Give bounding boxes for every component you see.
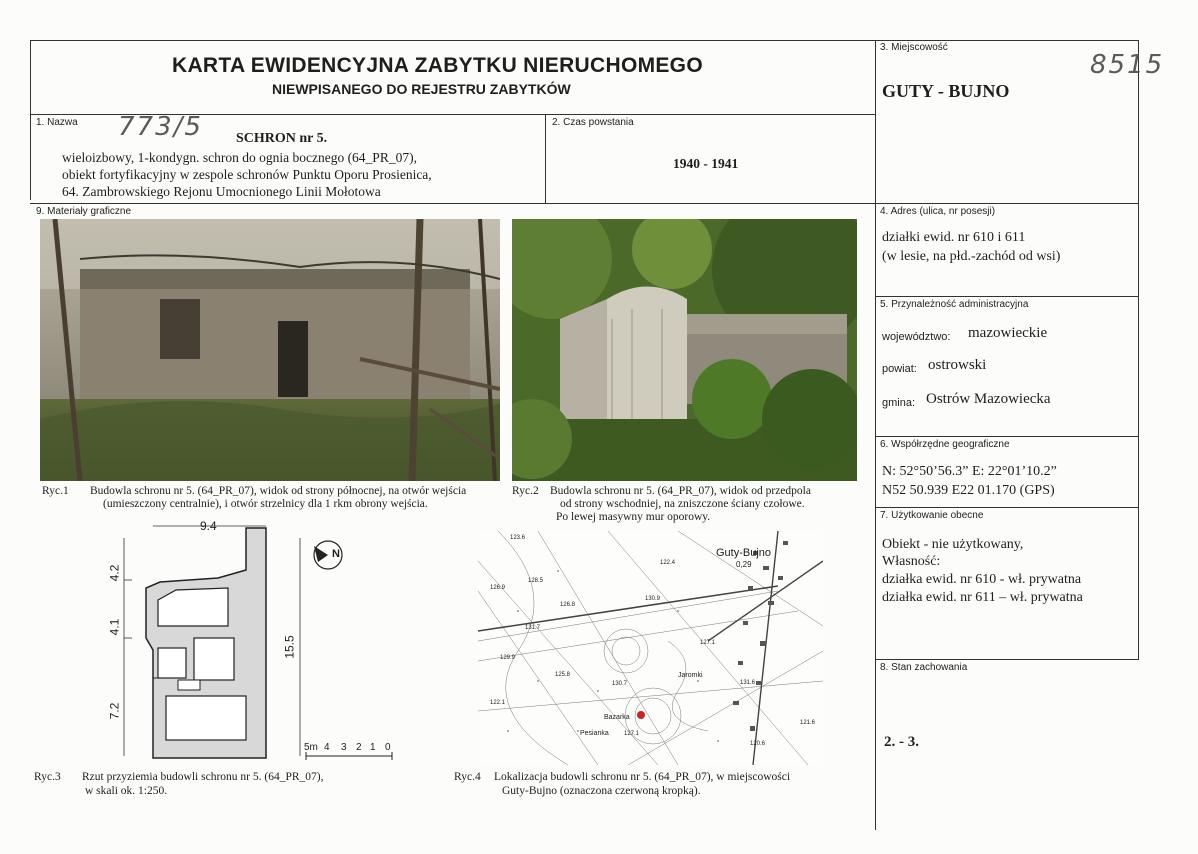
scale-unit: 5m bbox=[304, 742, 318, 753]
map-label-17: 127.1 bbox=[700, 640, 716, 646]
miejscowosc-label: 3. Miejscowość bbox=[880, 42, 948, 53]
map-label-11: 127.1 bbox=[624, 731, 640, 737]
wojewodztwo-label: województwo: bbox=[882, 331, 951, 343]
handwritten-register-number: 773/5 bbox=[118, 112, 203, 142]
uzytkowanie-line-1: Obiekt - nie użytkowany, bbox=[882, 537, 1024, 552]
map-label-4: 126.8 bbox=[560, 602, 576, 608]
powiat-label: powiat: bbox=[882, 363, 917, 375]
photo-bunker-north-view bbox=[40, 219, 500, 481]
map-label-12: 120.6 bbox=[750, 741, 766, 747]
adres-line-1: działki ewid. nr 610 i 611 bbox=[882, 230, 1026, 245]
map-place-name: Guty-Bujno bbox=[716, 547, 772, 559]
map-label-10: 130.7 bbox=[612, 681, 628, 687]
powiat-value: ostrowski bbox=[928, 357, 987, 373]
map-label-9: 125.8 bbox=[555, 672, 571, 678]
adres-line-2: (w lesie, na płd.-zachód od wsi) bbox=[882, 249, 1061, 264]
gmina-label: gmina: bbox=[882, 397, 916, 409]
ryc1-line-2: (umieszczony centralnie), i otwór strzelnicy dla 1 rkm obrony wejścia. bbox=[103, 498, 428, 510]
nazwa-line-3: 64. Zambrowskiego Rejonu Umocnionego Linii Mołotowa bbox=[62, 184, 381, 199]
ryc4-number: Ryc.4 bbox=[454, 771, 481, 783]
map-label-6: 131.7 bbox=[525, 625, 541, 631]
nazwa-line-1: wieloizbowy, 1-kondygn. schron do ognia bocznego (64_PR_07), bbox=[62, 150, 417, 165]
ryc2-line-2: od strony wschodniej, na zniszczone ściany czołowe. bbox=[560, 498, 805, 510]
uzytkowanie-line-3: działka ewid. nr 610 - wł. prywatna bbox=[882, 572, 1082, 587]
ryc1-number: Ryc.1 bbox=[42, 485, 69, 497]
photo-bunker-east-view bbox=[512, 219, 857, 481]
nazwa-label: 1. Nazwa bbox=[36, 117, 78, 128]
stan-label: 8. Stan zachowania bbox=[880, 662, 968, 673]
adres-label: 4. Adres (ulica, nr posesji) bbox=[880, 206, 996, 217]
plan-dim-right: 15.5 bbox=[282, 635, 297, 659]
uzytkowanie-line-2: Własność: bbox=[882, 554, 941, 569]
scale-tick-3: 3 bbox=[341, 742, 347, 753]
map-label-2: 128.5 bbox=[528, 578, 544, 584]
map-place-sub: 0,29 bbox=[736, 560, 752, 569]
wojewodztwo-value: mazowieckie bbox=[968, 325, 1048, 341]
map-label-5: 130.9 bbox=[645, 596, 661, 602]
map-label-3: 126.9 bbox=[490, 585, 506, 591]
map-label-bazarka: Bazarka bbox=[604, 714, 630, 721]
wspolrzedne-line-1: N: 52°50’56.3” E: 22°01’10.2” bbox=[882, 464, 1057, 479]
ryc3-line-2: w skali ok. 1:250. bbox=[85, 785, 168, 797]
north-arrow-icon bbox=[308, 538, 348, 572]
nazwa-line-2: obiekt fortyfikacyjny w zespole schronów Punktu Oporu Prosienica, bbox=[62, 167, 432, 182]
map-label-19: 121.6 bbox=[800, 720, 816, 726]
materialy-label: 9. Materiały graficzne bbox=[36, 206, 132, 217]
wspolrzedne-line-2: N52 50.939 E22 01.170 (GPS) bbox=[882, 483, 1055, 498]
miejscowosc-value: GUTY - BUJNO bbox=[882, 81, 1010, 101]
plan-dim-left-1: 4.2 bbox=[107, 564, 122, 582]
map-label-8: 129.9 bbox=[500, 655, 516, 661]
ryc3-number: Ryc.3 bbox=[34, 771, 61, 783]
document-title: KARTA EWIDENCYJNA ZABYTKU NIERUCHOMEGO bbox=[172, 54, 703, 77]
scale-tick-1: 1 bbox=[370, 742, 376, 753]
ryc2-number: Ryc.2 bbox=[512, 485, 539, 497]
stan-value: 2. - 3. bbox=[884, 734, 919, 750]
map-label-18: 122.4 bbox=[660, 560, 676, 566]
ryc2-line-3: Po lewej masywny mur oporowy. bbox=[556, 511, 711, 523]
north-label: N bbox=[332, 548, 340, 560]
plan-dim-left-3: 7.2 bbox=[107, 702, 122, 720]
uzytkowanie-label: 7. Użytkowanie obecne bbox=[880, 510, 984, 521]
scale-tick-0: 0 bbox=[385, 742, 391, 753]
map-label-16: 122.1 bbox=[490, 700, 506, 706]
ryc4-line-2: Guty-Bujno (oznaczona czerwoną kropką). bbox=[502, 785, 701, 797]
map-label-jaromki: Jaromki bbox=[678, 672, 703, 679]
czas-label: 2. Czas powstania bbox=[552, 117, 634, 128]
wspolrzedne-label: 6. Współrzędne geograficzne bbox=[880, 439, 1010, 450]
map-label-pesianka: Pesianka bbox=[580, 730, 609, 737]
plan-dim-left-2: 4.1 bbox=[107, 618, 122, 636]
ryc1-line-1: Budowla schronu nr 5. (64_PR_07), widok od strony północnej, na otwór wejścia bbox=[90, 485, 467, 497]
uzytkowanie-line-4: działka ewid. nr 611 – wł. prywatna bbox=[882, 590, 1083, 605]
document-subtitle: NIEWPISANEGO DO REJESTRU ZABYTKÓW bbox=[272, 81, 571, 97]
ryc3-line-1: Rzut przyziemia budowli schronu nr 5. (64_PR_07), bbox=[82, 771, 324, 783]
scale-tick-2: 2 bbox=[356, 742, 362, 753]
plan-dim-top: 9.4 bbox=[200, 519, 217, 533]
czas-value: 1940 - 1941 bbox=[673, 156, 739, 171]
location-map bbox=[478, 531, 823, 765]
map-label-1: 123.6 bbox=[510, 535, 526, 541]
przynaleznosc-label: 5. Przynależność administracyjna bbox=[880, 299, 1029, 310]
ryc2-line-1: Budowla schronu nr 5. (64_PR_07), widok od przedpola bbox=[550, 485, 811, 497]
gmina-value: Ostrów Mazowiecka bbox=[926, 391, 1051, 407]
handwritten-card-number: 8515 bbox=[1090, 50, 1165, 80]
floor-plan-drawing bbox=[98, 518, 398, 766]
scale-tick-4: 4 bbox=[324, 742, 330, 753]
nazwa-title: SCHRON nr 5. bbox=[236, 131, 328, 146]
map-label-7: 131.6 bbox=[740, 680, 756, 686]
ryc4-line-1: Lokalizacja budowli schronu nr 5. (64_PR_07), w miejscowości bbox=[494, 771, 791, 783]
